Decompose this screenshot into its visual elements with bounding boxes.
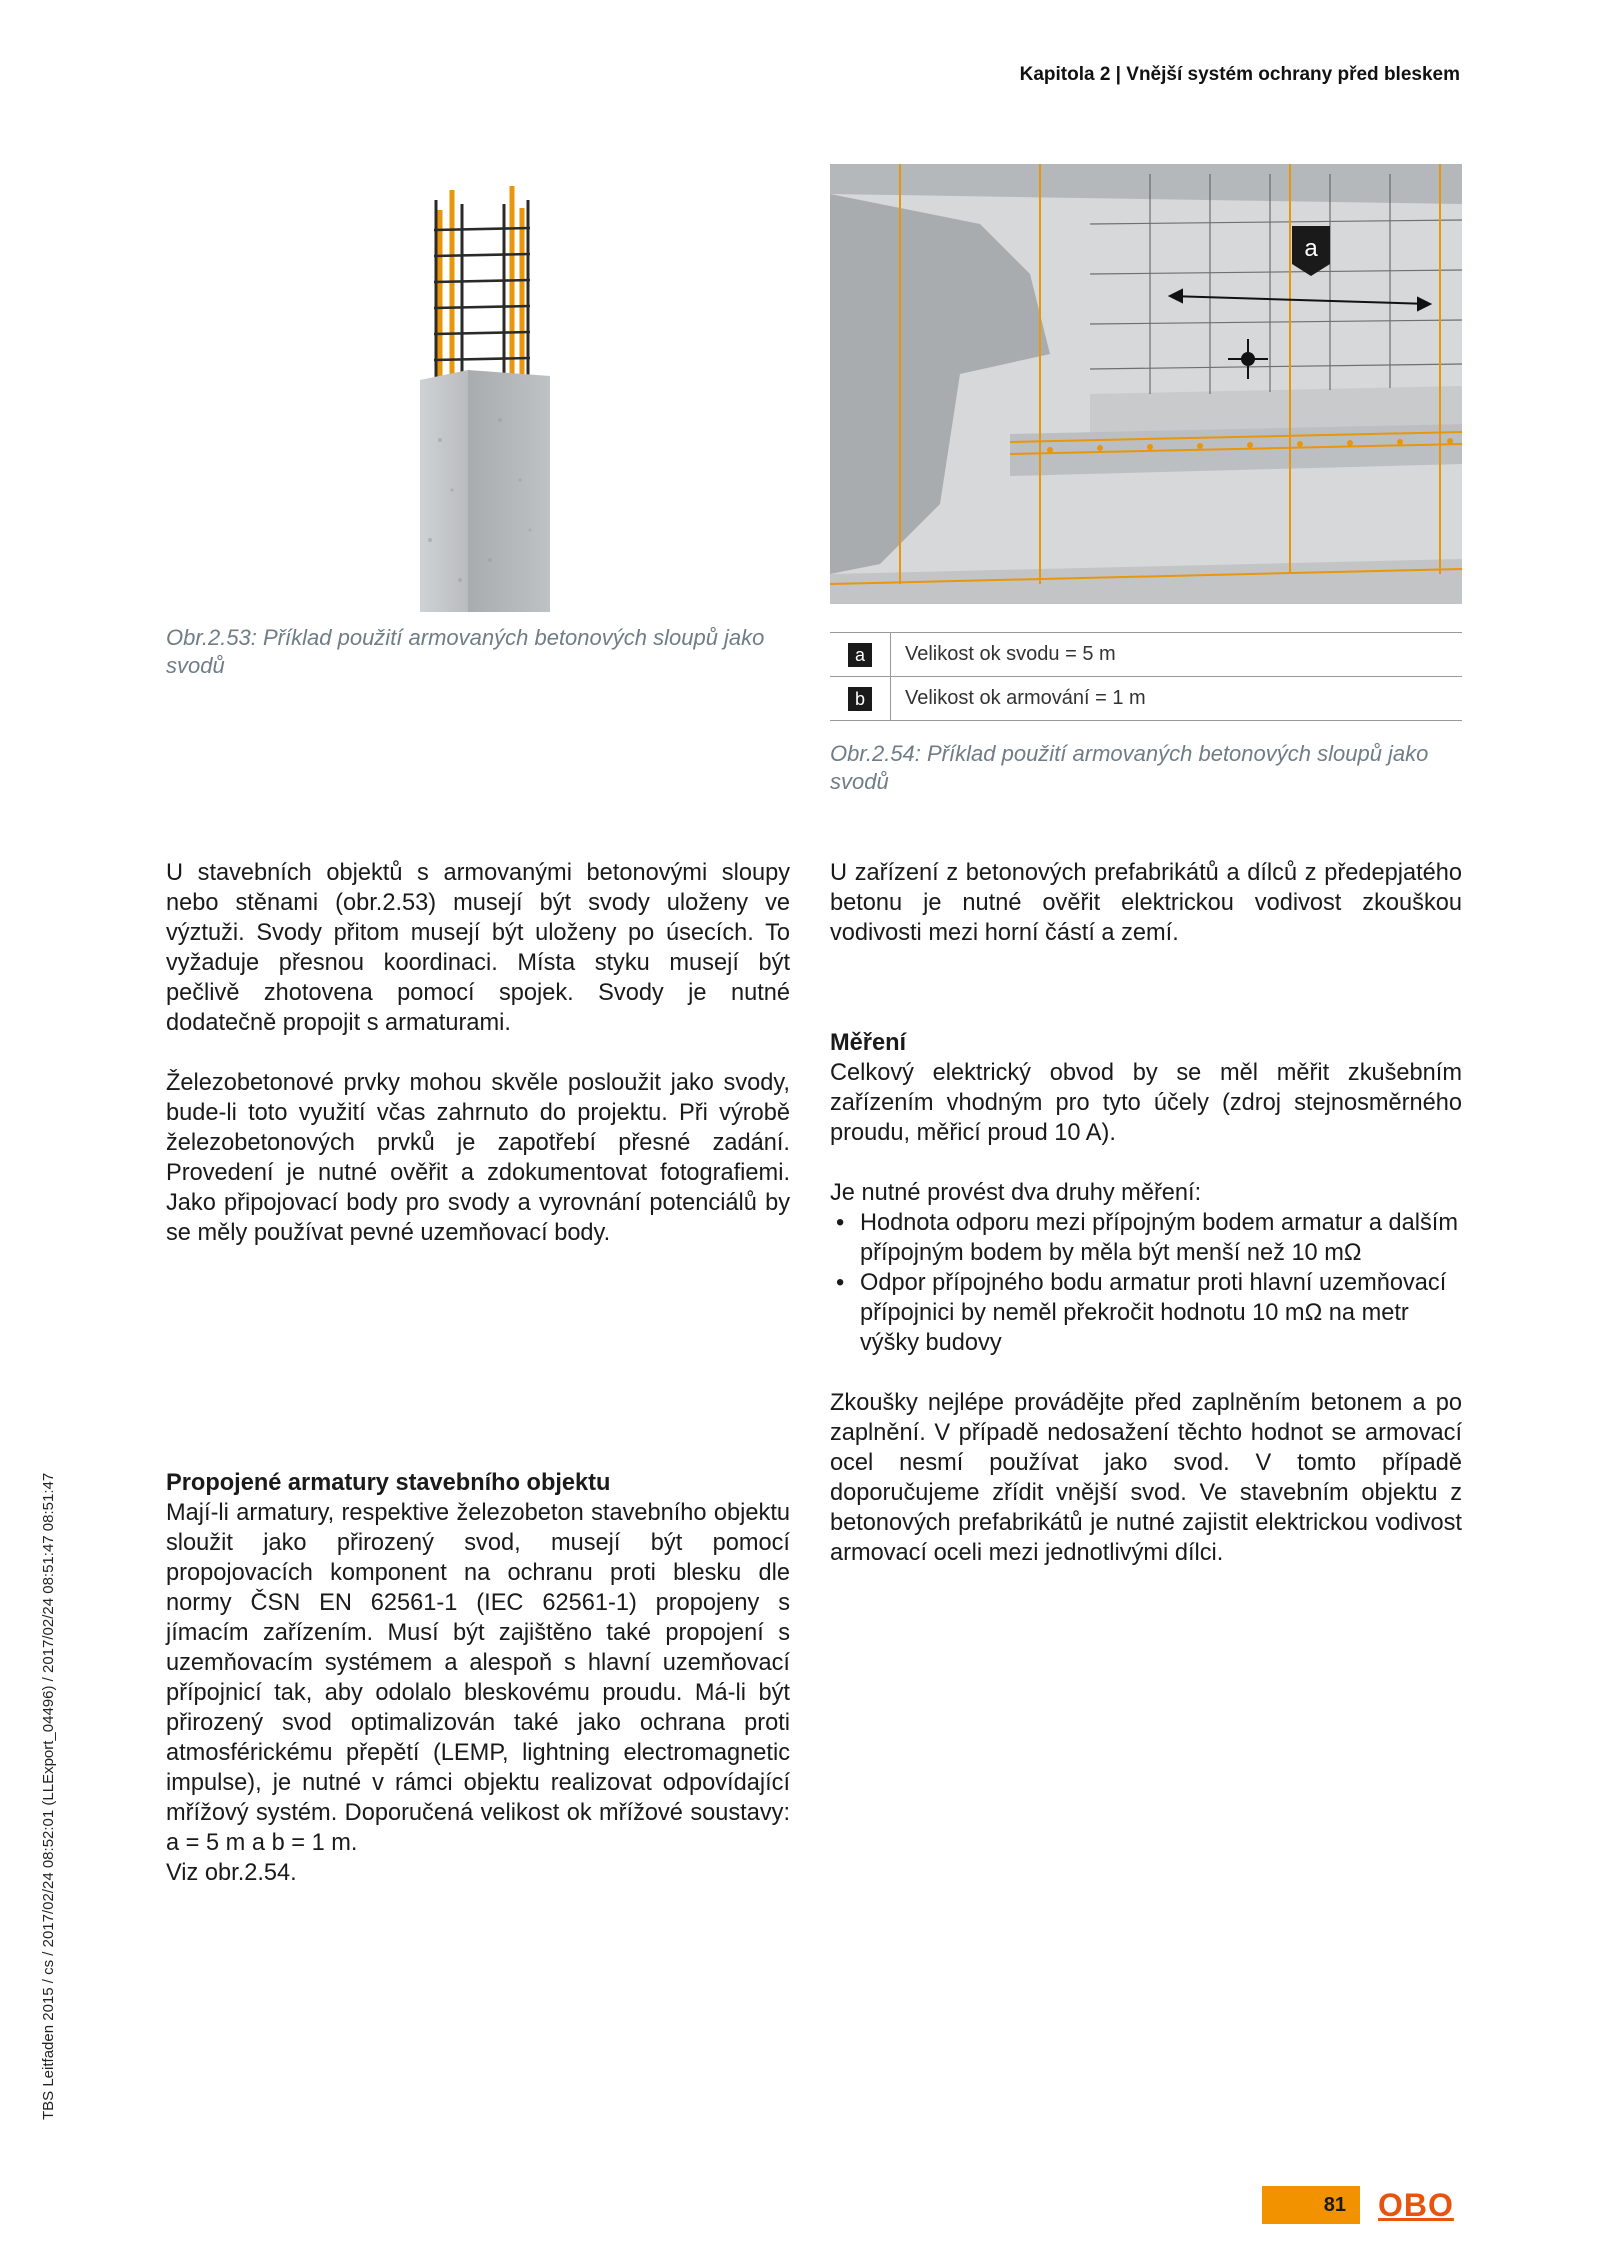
measurement-list <box>830 1208 1462 1358</box>
figure-54-legend <box>830 632 1462 721</box>
section-heading-measurement: Měření <box>830 1030 907 1056</box>
figure-54-building-image <box>830 164 1462 604</box>
legend-key-a: a <box>848 643 872 667</box>
right-column-section <box>830 1028 1462 1568</box>
legend-text-a: Velikost ok svodu = 5 m <box>905 643 1116 665</box>
figure-54-caption: Obr.2.54: Příklad použití armovaných betonových sloupů jako svodů <box>830 741 1429 794</box>
left-paragraph-4: Viz obr.2.54. <box>166 1860 297 1886</box>
legend-key-b: b <box>848 687 872 711</box>
left-paragraph-2: Železobetonové prvky mohou skvěle posloužit jako svody, bude-li toto využití včas zahrnuto do projektu. Při výrobě železobetonových prvků je zapotřebí přesné zadání. Provedení je nutné ověřit a zdokumentovat fotografiemi. Jako připojovací body pro svody a vyrovnání potenciálů by se měly používat pevné uzemňovací body. <box>166 1070 790 1246</box>
side-print-note: TBS Leitfaden 2015 / cs / 2017/02/24 08:52:01 (LLExport_04496) / 2017/02/24 08:51:47 08:51:47 <box>40 1472 57 2120</box>
section-heading-interconnected: Propojené armatury stavebního objektu <box>166 1470 611 1496</box>
left-column-section <box>166 1468 790 1888</box>
right-column <box>830 858 1462 948</box>
legend-row <box>830 633 1462 677</box>
left-paragraph-1: U stavebních objektů s armovanými betonovými sloupy nebo stěnami (obr.2.53) musejí být svody uloženy ve výztuži. Svody přitom musejí být uloženy po úsecích. To vyžaduje přesnou koordinaci. Místa styku musejí být pečlivě zhotovena pomocí spojek. Svody je nutné dodatečně propojit s armaturami. <box>166 860 790 1036</box>
right-paragraph-1: U zařízení z betonových prefabrikátů a dílců z předepjatého betonu je nutné ověřit elektrickou vodivost zkouškou vodivosti mezi horní částí a zemí. <box>830 860 1462 946</box>
page-number: 81 <box>1262 2186 1360 2224</box>
left-column <box>166 858 790 1248</box>
figure-54-label-a: a <box>1304 235 1318 262</box>
figure-53-caption: Obr.2.53: Příklad použití armovaných betonových sloupů jako svodů <box>166 625 765 678</box>
legend-row <box>830 677 1462 721</box>
list-item: • Odpor přípojného bodu armatur proti hlavní uzemňovací přípojnici by neměl překročit hodnotu 10 mΩ na metr výšky budovy <box>830 1268 1462 1358</box>
left-paragraph-3: Mají-li armatury, respektive železobeton stavebního objektu sloužit jako přirozený svod, musejí být pomocí propojovacích komponent na ochranu proti blesku dle normy ČSN EN 62561-1 (IEC 62561-1) propojeny s jímacím zařízením. Musí být zajištěno také propojení s uzemňovacím systémem a alespoň s hlavní uzemňovací přípojnicí tak, aby odolalo bleskovému proudu. Má-li být přirozený svod optimalizován také jako ochrana proti atmosférickému přepětí (LEMP, lightning electromagnetic impulse), je nutné v rámci objektu realizovat odpovídající mřížový systém. Doporučená velikost ok mřížové soustavy: a = 5 m a b = 1 m. <box>166 1500 790 1856</box>
right-paragraph-4: Zkoušky nejlépe provádějte před zaplněním betonem a po zaplnění. V případě nedosažení těchto hodnot se armovací ocel nesmí používat jako svod. V tomto případě doporučujeme zřídit vnější svod. Ve stavebním objektu z betonových prefabrikátů je nutné zajistit elektrickou vodivost armovací oceli mezi jednotlivými dílci. <box>830 1390 1462 1566</box>
right-paragraph-2: Celkový elektrický obvod by se měl měřit zkušebním zařízením vhodným pro tyto účely (zdroj stejnosměrného proudu, měřicí proud 10 A). <box>830 1060 1462 1146</box>
legend-text-b: Velikost ok armování = 1 m <box>905 687 1146 709</box>
figure-53-column-image <box>400 180 580 612</box>
obo-logo: OBO <box>1378 2187 1454 2223</box>
right-paragraph-3: Je nutné provést dva druhy měření: <box>830 1180 1202 1206</box>
list-item: • Hodnota odporu mezi přípojným bodem armatur a dalším přípojným bodem by měla být menší než 10 mΩ <box>830 1208 1462 1268</box>
chapter-header: Kapitola 2 | Vnější systém ochrany před bleskem <box>1019 64 1460 85</box>
